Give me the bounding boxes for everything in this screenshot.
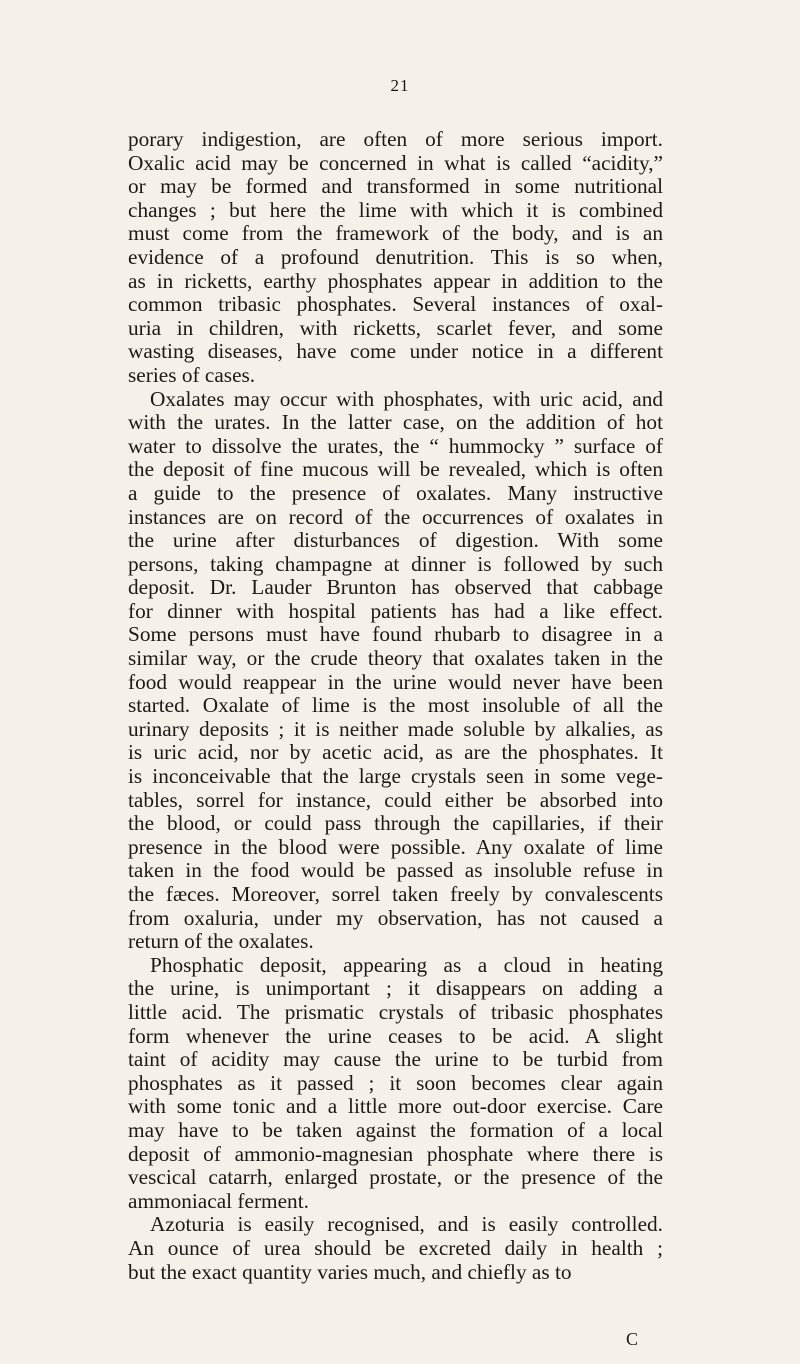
text-line: Oxalates may occur with phosphates, with uric acid, and	[150, 386, 663, 411]
text-line: the deposit of fine mucous will be revealed, which is often	[128, 457, 663, 482]
text-line: form whenever the urine ceases to be acid. A slight	[128, 1023, 663, 1048]
text-line: porary indigestion, are often of more serious import.	[128, 127, 663, 151]
text-line: the blood, or could pass through the capillaries, if their	[128, 811, 663, 836]
text-line: An ounce of urea should be excreted daily in health ;	[128, 1235, 663, 1260]
text-line: for dinner with hospital patients has had a like effect.	[128, 598, 663, 623]
text-line: vescical catarrh, enlarged prostate, or the presence of the	[128, 1165, 663, 1190]
text-line: with the urates. In the latter case, on the addition of hot	[128, 410, 663, 435]
text-line: Azoturia is easily recognised, and is easily controlled.	[150, 1212, 663, 1237]
text-line: presence in the blood were possible. Any oxalate of lime	[128, 834, 663, 859]
text-line: phosphates as it passed ; it soon becomes clear again	[128, 1070, 663, 1095]
paragraph	[128, 1213, 663, 1284]
text-line: deposit. Dr. Lauder Brunton has observed that cabbage	[128, 575, 663, 600]
text-line: food would reappear in the urine would never have been	[128, 669, 663, 694]
text-line: a guide to the presence of oxalates. Many instructive	[128, 480, 663, 505]
text-line: is inconceivable that the large crystals seen in some vege-	[128, 764, 663, 789]
page-number: 21	[390, 76, 410, 95]
text-line: persons, taking champagne at dinner is followed by such	[128, 551, 663, 576]
text-line: instances are on record of the occurrences of oxalates in	[128, 504, 663, 529]
text-line: Oxalic acid may be concerned in what is called “acidity,”	[128, 150, 663, 175]
text-line: must come from the framework of the body, and is an	[128, 221, 663, 246]
text-line: deposit of ammonio-magnesian phosphate where there is	[128, 1141, 663, 1166]
paragraph	[128, 954, 663, 1214]
text-line: taken in the food would be passed as insoluble refuse in	[128, 858, 663, 883]
text-line: little acid. The prismatic crystals of tribasic phosphates	[128, 999, 663, 1024]
text-line: the fæces. Moreover, sorrel taken freely by convalescents	[128, 882, 663, 906]
text-line: from oxaluria, under my observation, has not caused a	[128, 905, 663, 930]
text-line: water to dissolve the urates, the “ hummocky ” surface of	[128, 433, 663, 458]
text-line: series of cases.	[128, 362, 256, 387]
paragraph	[128, 128, 663, 388]
text-line: the urine, is unimportant ; it disappears on adding a	[128, 976, 663, 1001]
text-line: taint of acidity may cause the urine to be turbid from	[128, 1047, 663, 1072]
text-line: may have to be taken against the formation of a local	[128, 1117, 663, 1142]
text-line: but the exact quantity varies much, and chiefly as to	[128, 1259, 572, 1284]
text-line: common tribasic phosphates. Several instances of oxal-	[128, 292, 663, 317]
body-text	[128, 128, 663, 1284]
text-line: changes ; but here the lime with which it is combined	[128, 197, 663, 222]
text-line: is uric acid, nor by acetic acid, as are the phosphates. It	[128, 740, 663, 765]
text-line: with some tonic and a little more out-door exercise. Care	[128, 1094, 663, 1119]
text-line: urinary deposits ; it is neither made soluble by alkalies, as	[128, 716, 663, 741]
text-line: uria in children, with ricketts, scarlet fever, and some	[128, 315, 663, 340]
paragraph	[128, 388, 663, 954]
text-line: Phosphatic deposit, appearing as a cloud in heating	[150, 952, 663, 977]
text-line: evidence of a profound denutrition. This is so when,	[128, 244, 663, 269]
signature-mark: C	[626, 1329, 639, 1349]
text-line: similar way, or the crude theory that oxalates taken in the	[128, 646, 663, 671]
text-line: started. Oxalate of lime is the most insoluble of all the	[128, 693, 663, 718]
text-line: tables, sorrel for instance, could either be absorbed into	[128, 787, 663, 812]
text-line: the urine after disturbances of digestion. With some	[128, 528, 663, 553]
text-line: wasting diseases, have come under notice in a different	[128, 339, 663, 364]
text-line: ammoniacal ferment.	[128, 1188, 309, 1213]
text-line: return of the oxalates.	[128, 929, 314, 954]
text-line: as in ricketts, earthy phosphates appear in addition to the	[128, 268, 663, 293]
text-line: or may be formed and transformed in some nutritional	[128, 174, 663, 199]
text-line: Some persons must have found rhubarb to disagree in a	[128, 622, 663, 647]
